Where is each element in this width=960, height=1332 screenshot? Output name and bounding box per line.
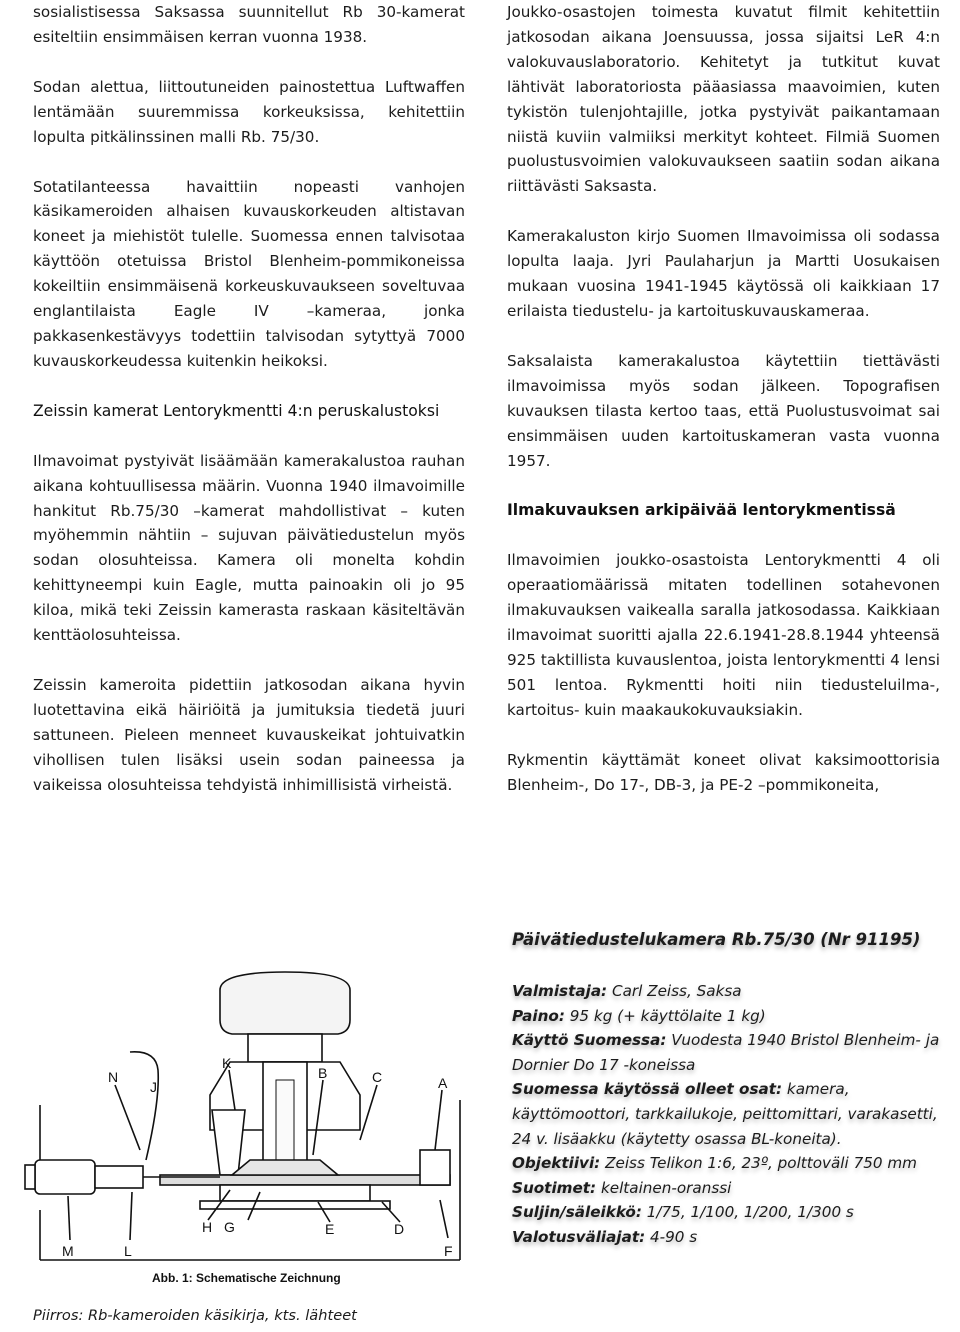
left-paragraph-4: Ilmavoimat pystyivät lisäämään kamerakalustoa rauhan aikana kohtuullisessa määrin. Vuonna 1940 ilmavoimille hankitut Rb.75/30 –kamerat mahdollistivat – kuten myöhemmin nähtiin – sujuvan päivätiedustelun myös sodan olosuhteissa. Kamera oli monelta kohdin kehittyneempi kuin Eagle, mutta painoakin oli jo 95 kiloa, mikä teki Zeissin kamerasta raskaan käsiteltävän kenttäolosuhteissa. xyxy=(33,451,465,645)
left-paragraph-5: Zeissin kameroita pidettiin jatkosodan aikana hyvin luotettavina eikä häiriöitä ja jumituksia tiedetä juuri sattuneen. Pieleen menneet kuvauskeikat johtuivatkin vihollisen tulen lisäksi usein sodan paineessa ja vaikeissa olosuhteissa tehdyistä inhimillisistä virheistä. xyxy=(33,675,465,794)
spec-key: Suomessa käytössä olleet osat: xyxy=(512,1080,783,1099)
dome-neck xyxy=(248,1034,322,1062)
spec-key: Objektiivi: xyxy=(512,1154,601,1173)
diagram-label-g: G xyxy=(224,1219,235,1235)
right-paragraph-3: Saksalaista kamerakalustoa käytettiin tiettävästi ilmavoimissa myös sodan jälkeen. Topografisen kuvauksen tilasta kertoo taas, että Puolustusvoimat sai ensimmäisen uuden kartoituskameran vasta vuonna 1957. xyxy=(507,351,940,470)
spec-row-filters xyxy=(512,1176,942,1201)
diagram-label-l: L xyxy=(124,1243,132,1259)
section-heading-arkipaiva: Ilmakuvauksen arkipäivää lentorykmentissä xyxy=(507,501,896,520)
spec-value: Zeiss Telikon 1:6, 23º, polttoväli 750 mm xyxy=(600,1154,917,1173)
right-column xyxy=(507,0,940,822)
spec-value: 95 kg (+ käyttölaite 1 kg) xyxy=(564,1006,766,1025)
cable-j xyxy=(130,1052,158,1160)
diagram-caption: Abb. 1: Schematische Zeichnung xyxy=(152,1271,341,1285)
spec-key: Valotusväliajat: xyxy=(512,1227,646,1246)
right-block xyxy=(420,1150,450,1185)
diagram-label-m: M xyxy=(62,1243,74,1259)
hatched-film-area xyxy=(232,1160,338,1175)
left-paragraph-2: Sodan alettua, liittoutuneiden painostettua Luftwaffen lentämään suuremmissa korkeuksissa, kehitettiin lopulta pitkälinssinen malli Rb. 75/30. xyxy=(33,77,465,146)
diagram-label-k: K xyxy=(222,1055,232,1071)
spec-value: Vuodesta 1940 Bristol Blenheim- ja Dornier Do 17 -koneissa xyxy=(512,1031,940,1074)
left-paragraph-3: Sotatilanteessa havaittiin nopeasti vanhojen käsikameroiden alhaisen kuvauskorkeuden altistavan koneet ja miehistöt tulelle. Suomessa ennen talvisotaa käyttöön otetuissa Bristol Blenheim-pommikoneissa kokeiltiin ensimmäisenä korkeuskuvaukseen soveltuvaa englantilaista Eagle IV –kameraa, jonka pakkasenkestävyys todettiin talvisodan sytyttyä 7000 kuvauskorkeudessa kuitenkin heikoksi. xyxy=(33,177,465,370)
right-paragraph-1: Joukko-osastojen toimesta kuvatut filmit kehitettiin jatkosodan aikana Joensuussa, jossa sijaitsi LeR 4:n valokuvauslaboratorio. Kehitetyt ja tutkitut kuvat lähtivät laboratoriosta pääasiassa maavoimien, kuten tykistön tulenjohtajille, jotka pystyivät paikantamaan niistä kuviin valmiiksi merkityt kohteet. Filmiä Suomen puolustusvoimien valokuvaukseen saatiin sodan aikana riittävästi Saksasta. xyxy=(507,3,940,196)
spec-row-weight xyxy=(512,1004,942,1029)
spec-value: kamera, käyttömoottori, tarkkailukoje, peittomittari, varakasetti, 24 v. lisäakku (käytetty osassa BL-koneita). xyxy=(512,1080,938,1148)
right-paragraph-2: Kamerakaluston kirjo Suomen Ilmavoimissa oli sodassa lopulta laaja. Jyri Paulaharjun ja Martti Uosukaisen mukaan vuosina 1941-1945 käytössä oli kaikkiaan 17 erilaista tiedustelu- ja kartoituskuvauskameraa. xyxy=(507,227,940,320)
spec-row-manufacturer xyxy=(512,979,942,1004)
camera-schematic-diagram xyxy=(20,960,470,1290)
camera-spec-box xyxy=(512,930,942,1250)
spec-value: 1/75, 1/100, 1/200, 1/300 s xyxy=(641,1203,854,1222)
spec-key: Suljin/säleikkö: xyxy=(512,1203,642,1222)
spec-value: Carl Zeiss, Saksa xyxy=(607,982,742,1000)
top-dome xyxy=(220,972,350,1034)
spec-key: Käyttö Suomessa: xyxy=(512,1031,667,1050)
spec-row-parts xyxy=(512,1077,942,1151)
diagram-label-a: A xyxy=(438,1075,448,1091)
left-column xyxy=(33,0,465,822)
cone-k xyxy=(212,1110,245,1175)
diagram-label-b: B xyxy=(318,1065,328,1081)
diagram-label-f: F xyxy=(444,1243,453,1259)
diagram-label-e: E xyxy=(325,1221,335,1237)
spec-row-lens xyxy=(512,1151,942,1176)
right-paragraph-4: Ilmavoimien joukko-osastoista Lentorykmentti 4 oli operaatiomäärissä mitaten todellinen sotahevonen ilmakuvauksen vaikealla saralla jatkosodassa. Kaikkiaan ilmavoimat suoritti ajalla 22.6.1941-28.8.1944 yhteensä 925 taktillista kuvauslentoa, joista lentorykmentti 4 lensi 501 lentoa. Rykmentti hoiti niin tiedusteluilma-, kartoitus- kuin maakaukokuvauksiakin. xyxy=(507,551,940,719)
spec-key: Suotimet: xyxy=(512,1178,597,1197)
diagram-label-c: C xyxy=(372,1069,383,1085)
spec-row-use-in-finland xyxy=(512,1028,942,1077)
spec-row-intervals xyxy=(512,1225,942,1250)
spec-row-shutter xyxy=(512,1200,942,1225)
figure-caption: Piirros: Rb-kameroiden käsikirja, kts. lähteet xyxy=(33,1307,357,1324)
spec-value: 4-90 s xyxy=(645,1227,698,1246)
spec-value: keltainen-oranssi xyxy=(596,1178,732,1197)
right-paragraph-5: Rykmentin käyttämät koneet olivat kaksimoottorisia Blenheim-, Do 17-, DB-3, ja PE-2 –pommikoneita, xyxy=(507,750,940,794)
diagram-label-d: D xyxy=(394,1221,405,1237)
diagram-label-h: H xyxy=(202,1219,213,1235)
diagram-label-j: J xyxy=(150,1079,157,1095)
section-heading-zeiss: Zeissin kamerat Lentorykmentti 4:n peruskalustoksi xyxy=(33,401,440,420)
spec-title: Päivätiedustelukamera Rb.75/30 (Nr 91195) xyxy=(512,930,921,949)
spec-key: Valmistaja: xyxy=(512,982,608,1000)
spec-list xyxy=(512,979,942,1250)
drive-motor xyxy=(35,1160,95,1194)
spec-key: Paino: xyxy=(512,1006,565,1025)
left-paragraph-1: sosialistisessa Saksassa suunnitellut Rb 30-kamerat esiteltiin ensimmäisen kerran vuonna 1938. xyxy=(33,3,465,46)
diagram-label-n: N xyxy=(108,1069,119,1085)
